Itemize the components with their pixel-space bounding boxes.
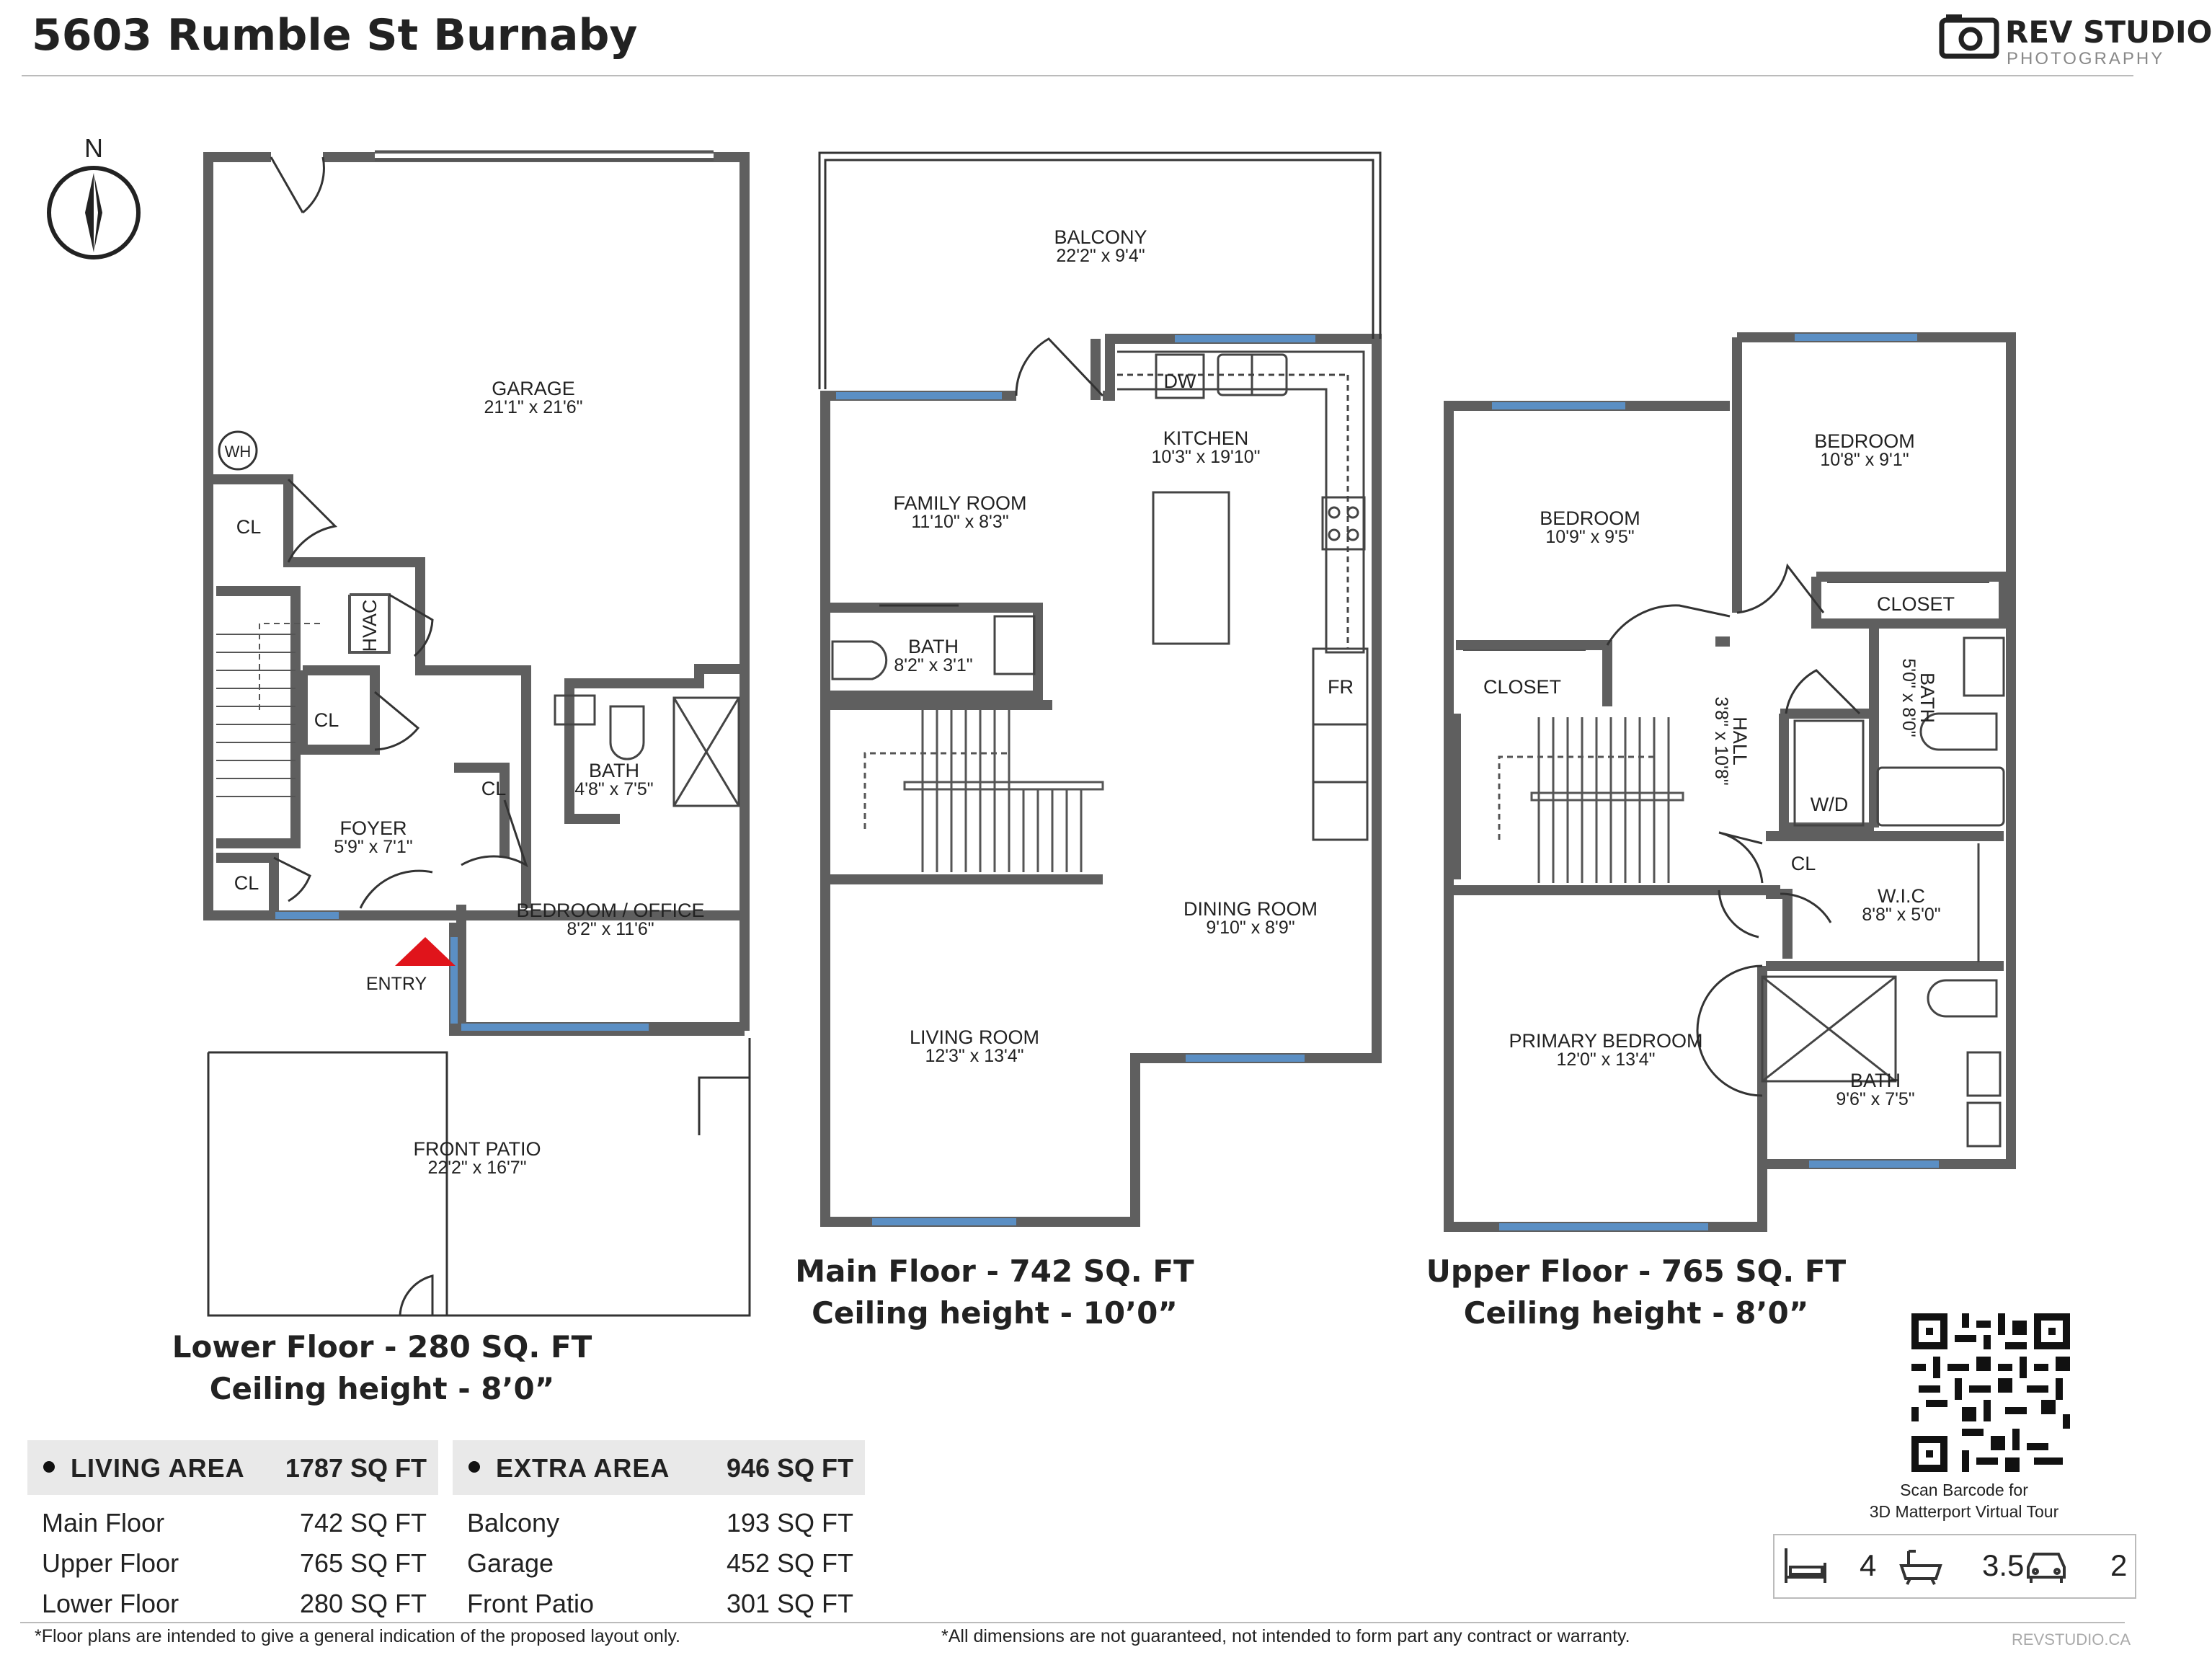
dim-upper-bath-2: 9'6" x 7'5" — [1836, 1089, 1915, 1109]
compass-icon — [49, 168, 138, 257]
table-row — [27, 1581, 438, 1622]
label-closet-1: CLOSET — [1483, 676, 1562, 698]
row-name: Balcony — [467, 1508, 560, 1538]
dim-hall: 3'8" x 10'8" — [1711, 696, 1731, 786]
label-bedroom-2: BEDROOM — [1814, 430, 1915, 452]
lower-floor-area: Lower Floor - 280 SQ. FT — [172, 1329, 592, 1365]
label-cl-3: CL — [481, 778, 507, 799]
extra-area-total: 946 SQ FT — [726, 1453, 853, 1483]
extra-area-header — [453, 1440, 865, 1495]
dim-dining-room: 9'10" x 8'9" — [1206, 918, 1295, 938]
main-floor-ceiling: Ceiling height - 10’0” — [812, 1295, 1178, 1331]
dim-family-room: 11'10" x 8'3" — [911, 512, 1009, 532]
label-bedroom-office: BEDROOM / OFFICE — [516, 900, 705, 921]
table-row — [453, 1501, 865, 1541]
parking-count: 2 — [2110, 1548, 2128, 1582]
living-area-label: LIVING AREA — [71, 1453, 245, 1483]
bullet-icon — [468, 1461, 480, 1473]
brand-name: REV STUDIO — [2005, 14, 2212, 50]
dim-living-room: 12'3" x 13'4" — [925, 1046, 1024, 1066]
label-wic: W.I.C — [1878, 885, 1925, 907]
bullet-icon — [43, 1461, 55, 1473]
footer-disclaimer-left: *Floor plans are intended to give a general indication of the proposed layout only. — [35, 1626, 680, 1646]
label-hall: HALL — [1729, 716, 1751, 766]
label-upper-bath-2: BATH — [1849, 1070, 1901, 1091]
main-floor-plan — [825, 339, 1377, 1222]
dim-lower-bath: 4'8" x 7'5" — [574, 779, 654, 799]
upper-floor-ceiling: Ceiling height - 8’0” — [1463, 1295, 1809, 1331]
living-area-table — [27, 1440, 438, 1620]
dim-foyer: 5'9" x 7'1" — [334, 837, 413, 857]
label-closet-2: CLOSET — [1876, 593, 1955, 615]
row-value: 742 SQ FT — [299, 1508, 427, 1538]
lower-floor-caption — [166, 1326, 598, 1410]
row-value: 193 SQ FT — [726, 1508, 853, 1538]
entry-marker-icon — [395, 937, 456, 966]
label-lower-bath: BATH — [588, 760, 640, 781]
row-value: 765 SQ FT — [299, 1548, 427, 1578]
label-hvac: HVAC — [359, 599, 381, 652]
dim-kitchen: 10'3" x 19'10" — [1151, 447, 1261, 467]
row-name: Lower Floor — [42, 1589, 179, 1618]
row-name: Main Floor — [42, 1508, 165, 1538]
upper-floor-caption — [1420, 1251, 1852, 1334]
dim-upper-bath-1: 5'0" x 8'0" — [1898, 658, 1919, 737]
label-primary-bedroom: PRIMARY BEDROOM — [1509, 1030, 1703, 1052]
label-garage: GARAGE — [492, 378, 575, 399]
label-dining-room: DINING ROOM — [1183, 898, 1318, 920]
main-floor-area: Main Floor - 742 SQ. FT — [795, 1254, 1194, 1289]
label-upper-bath-1: BATH — [1916, 672, 1938, 724]
label-wd: W/D — [1810, 794, 1849, 815]
label-foyer: FOYER — [339, 817, 407, 839]
label-fr: FR — [1328, 676, 1354, 698]
footer-site[interactable]: REVSTUDIO.CA — [2011, 1630, 2131, 1649]
upper-floor-area: Upper Floor - 765 SQ. FT — [1426, 1254, 1847, 1289]
dim-bedroom-2: 10'8" x 9'1" — [1820, 450, 1909, 470]
car-icon — [2024, 1545, 2069, 1586]
dim-main-bath: 8'2" x 3'1" — [894, 655, 973, 675]
row-name: Garage — [467, 1548, 554, 1578]
dim-bedroom-office: 8'2" x 11'6" — [567, 919, 654, 939]
row-value: 452 SQ FT — [726, 1548, 853, 1578]
table-row — [27, 1541, 438, 1581]
qr-caption-line-2: 3D Matterport Virtual Tour — [1869, 1502, 2059, 1521]
footer-divider — [20, 1622, 2125, 1623]
bathtub-icon — [1898, 1545, 1943, 1586]
label-cl-4: CL — [234, 872, 259, 894]
label-cl-1: CL — [236, 516, 262, 538]
qr-caption — [1860, 1479, 2069, 1522]
page-title: 5603 Rumble St Burnaby — [32, 10, 638, 61]
lower-floor-ceiling: Ceiling height - 8’0” — [209, 1371, 555, 1406]
row-value: 280 SQ FT — [299, 1589, 427, 1618]
main-floor-caption — [778, 1251, 1211, 1334]
living-area-header — [27, 1440, 438, 1495]
dim-wic: 8'8" x 5'0" — [1862, 905, 1941, 925]
qr-caption-line-1: Scan Barcode for — [1900, 1481, 2028, 1499]
label-family-room: FAMILY ROOM — [893, 492, 1027, 514]
label-kitchen: KITCHEN — [1163, 427, 1249, 449]
label-living-room: LIVING ROOM — [909, 1026, 1040, 1048]
label-main-bath: BATH — [907, 636, 959, 657]
label-wh: WH — [224, 443, 252, 461]
table-row — [27, 1501, 438, 1541]
table-row — [453, 1581, 865, 1622]
bed-icon — [1783, 1545, 1828, 1586]
label-dw: DW — [1163, 371, 1196, 392]
label-front-patio: FRONT PATIO — [413, 1138, 541, 1160]
extra-area-label: EXTRA AREA — [496, 1453, 670, 1483]
brand-subtitle: PHOTOGRAPHY — [2007, 49, 2165, 68]
property-stats — [1773, 1534, 2136, 1599]
dim-front-patio: 22'2" x 16'7" — [427, 1158, 527, 1178]
baths-count: 3.5 — [1982, 1548, 2025, 1582]
qr-code-icon[interactable] — [1911, 1313, 2070, 1472]
table-row — [453, 1541, 865, 1581]
extra-area-table — [453, 1440, 865, 1620]
beds-count: 4 — [1860, 1548, 1877, 1582]
row-value: 301 SQ FT — [726, 1589, 853, 1618]
living-area-total: 1787 SQ FT — [285, 1453, 427, 1483]
row-name: Front Patio — [467, 1589, 595, 1618]
dim-balcony: 22'2" x 9'4" — [1056, 246, 1145, 266]
dim-primary-bedroom: 12'0" x 13'4" — [1556, 1050, 1656, 1070]
label-balcony: BALCONY — [1054, 226, 1147, 248]
dim-bedroom-1: 10'9" x 9'5" — [1545, 527, 1635, 547]
label-bedroom-1: BEDROOM — [1540, 507, 1640, 529]
label-upper-cl: CL — [1790, 853, 1816, 874]
footer-disclaimer-right: *All dimensions are not guaranteed, not intended to form part any contract or warranty. — [941, 1626, 1630, 1646]
dim-garage: 21'1" x 21'6" — [484, 397, 583, 417]
row-name: Upper Floor — [42, 1548, 179, 1578]
compass-north-label: N — [84, 133, 103, 163]
label-entry: ENTRY — [365, 974, 427, 994]
label-cl-2: CL — [314, 709, 339, 731]
